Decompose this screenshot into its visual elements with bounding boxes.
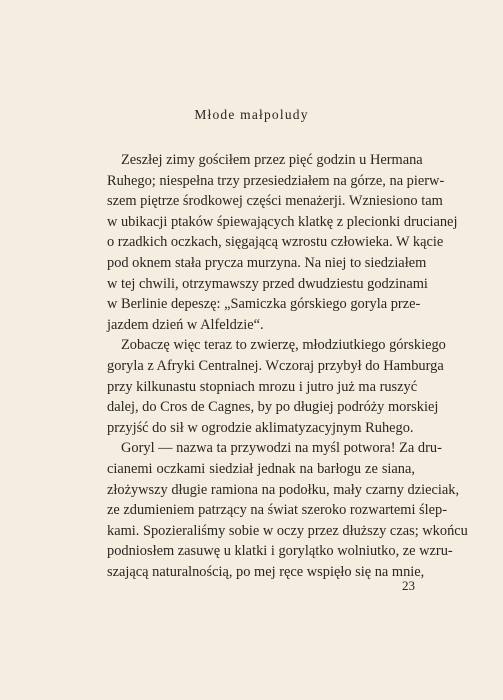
page-number: 23 (402, 578, 415, 593)
text-line: o rzadkich oczkach, sięgającą wzrostu człowieka. W kącie (107, 234, 444, 251)
text-line: szem piętrze środkowej części menażerji. Wzniesiono tam (107, 193, 443, 210)
text-line: w ubikacji ptaków śpiewających klatkę z plecionki drucianej (107, 213, 458, 230)
text-line: przyjść do sił w ogrodzie aklimatyzacyjnym Ruhego. (107, 419, 414, 436)
text-line: złożywszy długie ramiona na podołku, mały czarny dzieciak, (107, 481, 460, 498)
text-line: przy kilkunastu stopniach mrozu i jutro już ma ruszyć (107, 378, 418, 395)
chapter-title: Młode małpoludy (194, 107, 309, 122)
text-line: w Berlinie depeszę: „Samiczka górskiego goryla prze- (107, 296, 421, 313)
text-line: ze zdumieniem patrzący na świat szeroko rozwartemi ślep- (107, 502, 448, 519)
text-line: Ruhego; niespełna trzy przesiedziałem na górze, na pierw- (107, 172, 445, 189)
text-line: pod oknem stała prycza murzyna. Na niej to siedziałem (107, 254, 427, 271)
text-line: Zobaczę więc teraz to zwierzę, młodziutkiego górskiego (121, 337, 446, 354)
text-line: jazdem dzień w Alfeldzie“. (107, 316, 264, 333)
text-line: podniosłem zasuwę u klatki i gorylątko wolniutko, ze wzru- (107, 543, 453, 560)
text-line: Zeszłej zimy gościłem przez pięć godzin u Hermana (121, 152, 423, 168)
body-text (107, 150, 468, 582)
text-line: cianemi oczkami siedział jednak na barłogu ze siana, (107, 460, 415, 477)
text-line: szającą naturalnością, po mej ręce wspięło się na mnie, (107, 563, 425, 580)
text-line: Goryl — nazwa ta przywodzi na myśl potwora! Za dru- (121, 440, 442, 457)
text-line: kami. Spozieraliśmy sobie w oczy przez dłuższy czas; wkońcu (107, 522, 468, 539)
text-line: w tej chwili, otrzymawszy przed dwudziestu godzinami (107, 275, 428, 292)
text-line: dalej, do Cros de Cagnes, by po długiej podróży morskiej (107, 399, 439, 416)
text-line: goryla z Afryki Centralnej. Wczoraj przybył do Hamburga (107, 357, 444, 374)
